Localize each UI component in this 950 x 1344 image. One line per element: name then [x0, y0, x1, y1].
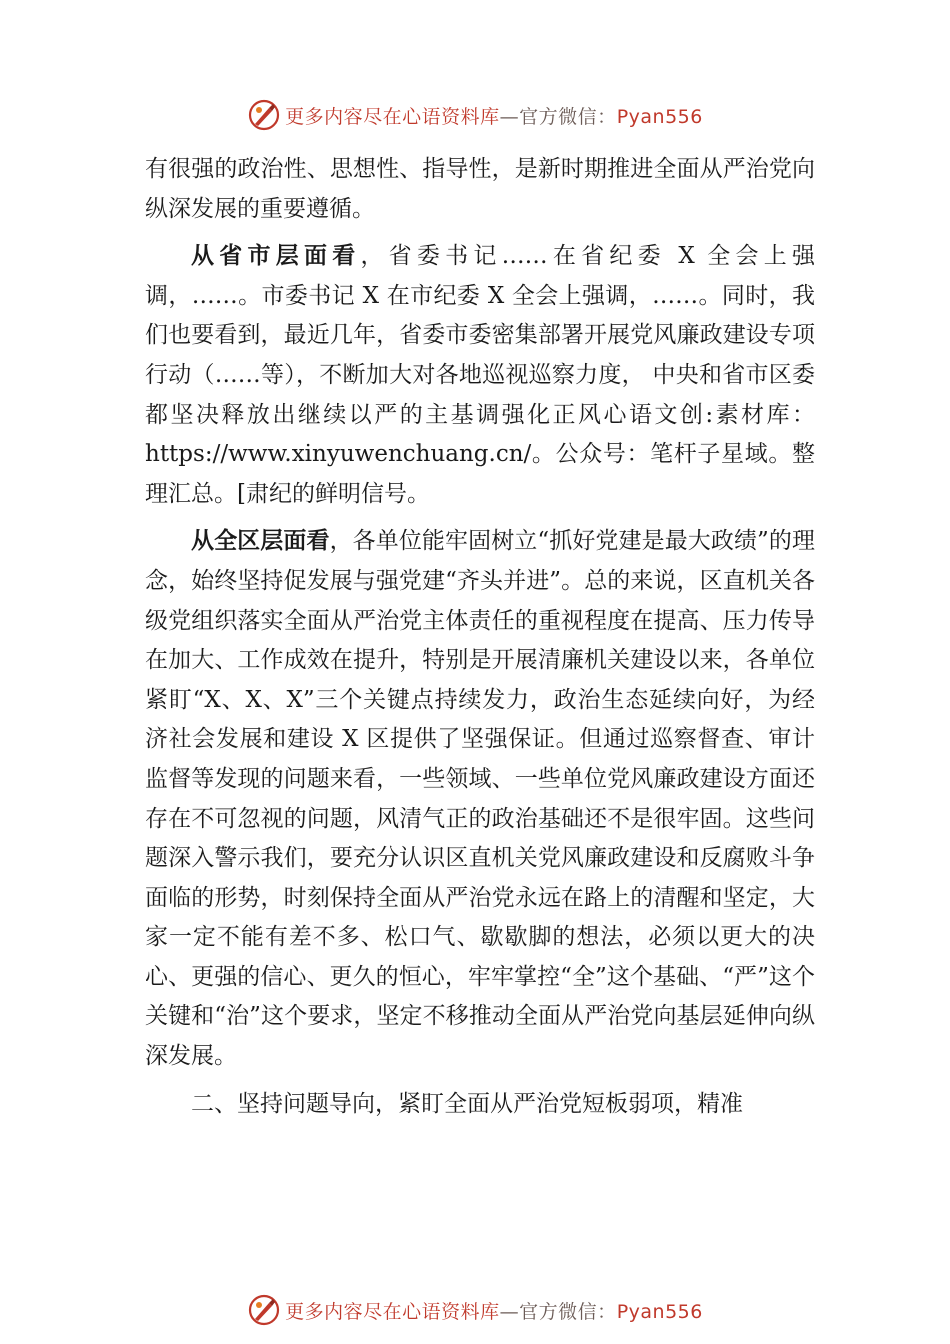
header-watermark-banner: [0, 95, 950, 135]
paragraph-text: ，各单位能牢固树立“抓好党建是最大政绩”的理念，始终坚持促发展与强党建“齐头并进”。总的来说，区直机关各级党组织落实全面从严治党主体责任的重视程度在提高、压力传导在加大、工作成效在提升，特别是开展清廉机关建设以来，各单位紧盯“X、X、X”三个关键点持续发力，政治生态延续向好，为经济社会发展和建设 X 区提供了坚强保证。但通过巡察督查、审计监督等发现的问题来看，一些领域、一些单位党风廉政建设方面还存在不可忽视的问题，风清气正的政治基础还不是很牢固。这些问题深入警示我们，要充分认识区直机关党风廉政建设和反腐败斗争面临的形势，时刻保持全面从严治党永远在路上的清醒和坚定，大家一定不能有差不多、松口气、歇歇脚的想法，必须以更大的决心、更强的信心、更久的恒心，牢牢掌控“全”这个基础、“严”这个关键和“治”这个要求，坚定不移推动全面从严治党向基层延伸向纵深发展。: [145, 528, 815, 1070]
watermark-main: 更多内容尽在心语资料库: [285, 1300, 500, 1323]
watermark-official: —官方微信：: [499, 1300, 617, 1323]
paragraph-text: 二、坚持问题导向，紧盯全面从严治党短板弱项，精准: [191, 1090, 743, 1117]
paragraph-text: ，省委书记……在省纪委 X 全会上强调，……。市委书记 X 在市纪委 X 全会上强调，……。同时，我们也要看到，最近几年，省委市委密集部署开展党风廉政建设专项行动（……等），不断加大对各地巡视巡察力度， 中央和省市区委都坚决释放出继续以严的主基调强化正风心语文创:素材库：https://www.xinyuwenchuang.cn/。公众号：笔杆子星域。整理汇总。[肃纪的鲜明信号。: [145, 243, 816, 507]
footer-watermark-banner: [0, 1290, 950, 1330]
paragraph-continuation: [145, 150, 815, 229]
paragraph-lead: 从全区层面看: [191, 528, 330, 555]
paragraph-provincial-level: [145, 237, 815, 514]
section-heading-two: [145, 1085, 815, 1125]
watermark-wechat-id: Pyan556: [616, 1300, 703, 1323]
watermark-wechat-id: Pyan556: [616, 105, 703, 128]
paragraph-text: 有很强的政治性、思想性、指导性，是新时期推进全面从严治党向纵深发展的重要遵循。: [145, 156, 815, 222]
watermark-official: —官方微信：: [499, 105, 617, 128]
watermark-text: [285, 1297, 703, 1324]
paragraph-lead: 从省市层面看: [191, 243, 361, 270]
document-body: [145, 150, 815, 1124]
watermark-main: 更多内容尽在心语资料库: [285, 105, 500, 128]
pen-seal-icon: [247, 1293, 281, 1327]
watermark-text: [285, 102, 703, 129]
pen-seal-icon: [247, 98, 281, 132]
paragraph-district-level: [145, 522, 815, 1076]
